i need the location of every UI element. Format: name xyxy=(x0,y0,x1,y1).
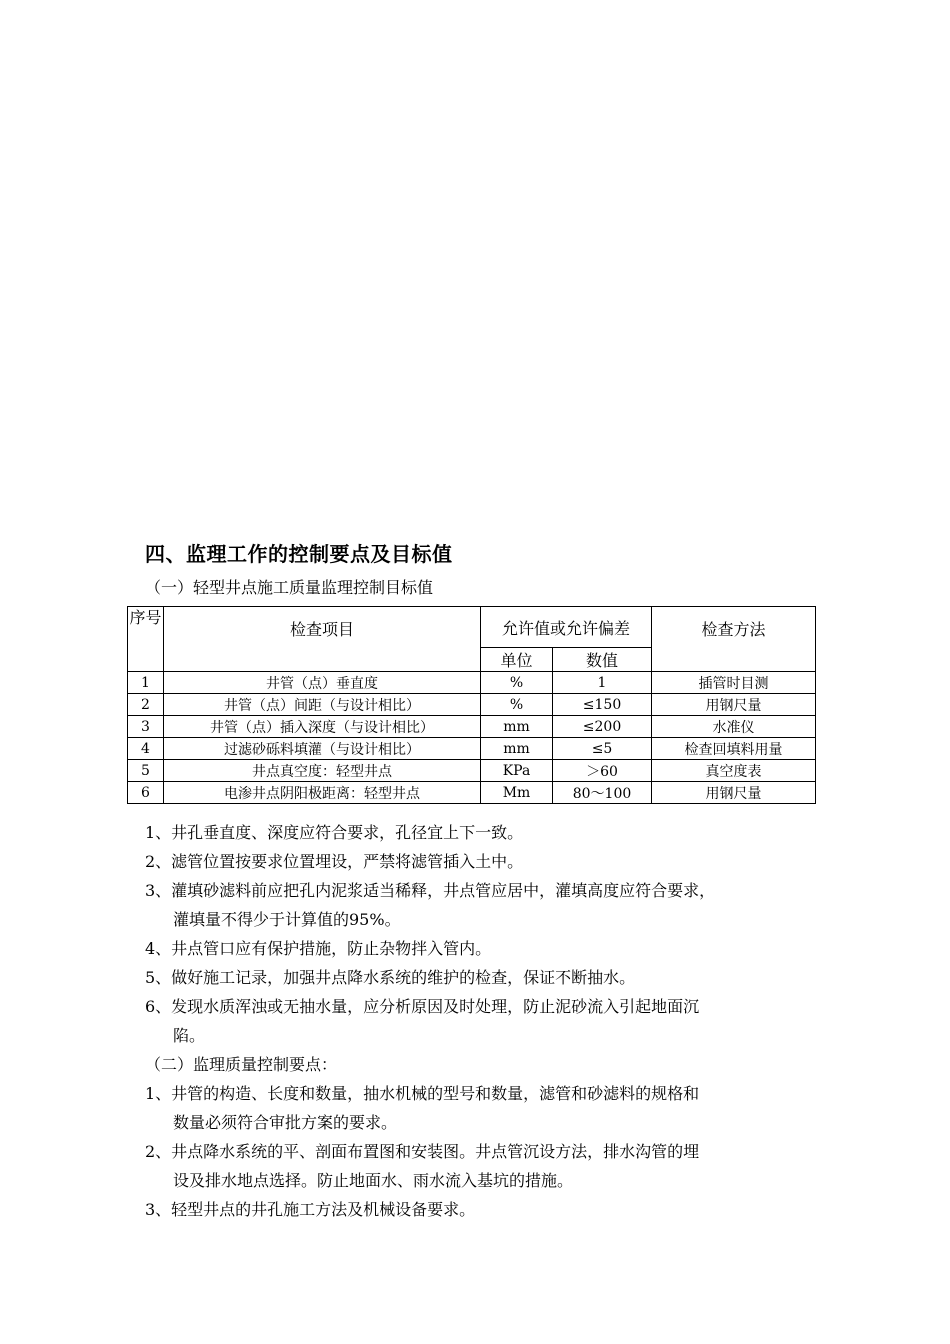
cell-value: ≤150 xyxy=(553,694,652,716)
requirements-list xyxy=(145,818,825,1224)
header-value: 数值 xyxy=(553,648,652,672)
table-subtitle: （一）轻型井点施工质量监理控制目标值 xyxy=(145,578,434,597)
table-row xyxy=(128,738,816,760)
table-row xyxy=(128,716,816,738)
cell-value: ≤200 xyxy=(553,716,652,738)
cell-seq: 4 xyxy=(128,738,164,760)
cell-item: 井管（点）插入深度（与设计相比） xyxy=(164,716,481,738)
list-item: 4、井点管口应有保护措施，防止杂物拌入管内。 xyxy=(145,939,492,958)
cell-seq: 5 xyxy=(128,760,164,782)
cell-unit: Mm xyxy=(481,782,553,804)
table-row xyxy=(128,694,816,716)
cell-item: 过滤砂砾料填灌（与设计相比） xyxy=(164,738,481,760)
list-item: 3、轻型井点的井孔施工方法及机械设备要求。 xyxy=(145,1200,476,1219)
header-method: 检查方法 xyxy=(652,607,816,672)
cell-seq: 1 xyxy=(128,672,164,694)
header-tolerance: 允许值或允许偏差 xyxy=(481,607,652,648)
quality-control-subtitle: （二）监理质量控制要点： xyxy=(145,1055,338,1074)
cell-method: 真空度表 xyxy=(652,760,816,782)
cell-unit: KPa xyxy=(481,760,553,782)
cell-unit: mm xyxy=(481,716,553,738)
cell-seq: 6 xyxy=(128,782,164,804)
cell-unit: mm xyxy=(481,738,553,760)
cell-method: 用钢尺量 xyxy=(652,782,816,804)
list-item-continuation: 灌填量不得少于计算值的95%。 xyxy=(173,910,401,929)
cell-method: 用钢尺量 xyxy=(652,694,816,716)
cell-value: ≤5 xyxy=(553,738,652,760)
table-row xyxy=(128,760,816,782)
list-item: 1、井孔垂直度、深度应符合要求，孔径宜上下一致。 xyxy=(145,823,524,842)
list-item: 6、发现水质浑浊或无抽水量，应分析原因及时处理，防止泥砂流入引起地面沉 xyxy=(145,997,700,1016)
section-title: 四、监理工作的控制要点及目标值 xyxy=(145,542,453,566)
cell-value: 1 xyxy=(553,672,652,694)
table-row xyxy=(128,672,816,694)
header-seq: 序号 xyxy=(128,607,164,672)
cell-method: 水准仪 xyxy=(652,716,816,738)
cell-method: 检查回填料用量 xyxy=(652,738,816,760)
list-item: 2、井点降水系统的平、剖面布置图和安装图。井点管沉设方法，排水沟管的埋 xyxy=(145,1142,700,1161)
cell-unit: % xyxy=(481,672,553,694)
list-item-continuation: 数量必须符合审批方案的要求。 xyxy=(173,1113,398,1132)
list-item: 5、做好施工记录，加强井点降水系统的维护的检查，保证不断抽水。 xyxy=(145,968,636,987)
quality-control-table xyxy=(127,606,816,804)
cell-value: 80～100 xyxy=(553,782,652,804)
header-item: 检查项目 xyxy=(164,607,481,672)
cell-seq: 2 xyxy=(128,694,164,716)
cell-item: 井点真空度：轻型井点 xyxy=(164,760,481,782)
table-row xyxy=(128,782,816,804)
list-item: 1、井管的构造、长度和数量，抽水机械的型号和数量，滤管和砂滤料的规格和 xyxy=(145,1084,700,1103)
list-item: 3、灌填砂滤料前应把孔内泥浆适当稀释，井点管应居中，灌填高度应符合要求， xyxy=(145,881,716,900)
cell-item: 电渗井点阴阳极距离：轻型井点 xyxy=(164,782,481,804)
cell-seq: 3 xyxy=(128,716,164,738)
cell-item: 井管（点）垂直度 xyxy=(164,672,481,694)
list-item: 2、滤管位置按要求位置埋设，严禁将滤管插入土中。 xyxy=(145,852,524,871)
list-item-continuation: 陷。 xyxy=(173,1026,206,1045)
cell-item: 井管（点）间距（与设计相比） xyxy=(164,694,481,716)
cell-method: 插管时目测 xyxy=(652,672,816,694)
cell-value: ＞60 xyxy=(553,760,652,782)
cell-unit: % xyxy=(481,694,553,716)
header-unit: 单位 xyxy=(481,648,553,672)
list-item-continuation: 设及排水地点选择。防止地面水、雨水流入基坑的措施。 xyxy=(173,1171,574,1190)
